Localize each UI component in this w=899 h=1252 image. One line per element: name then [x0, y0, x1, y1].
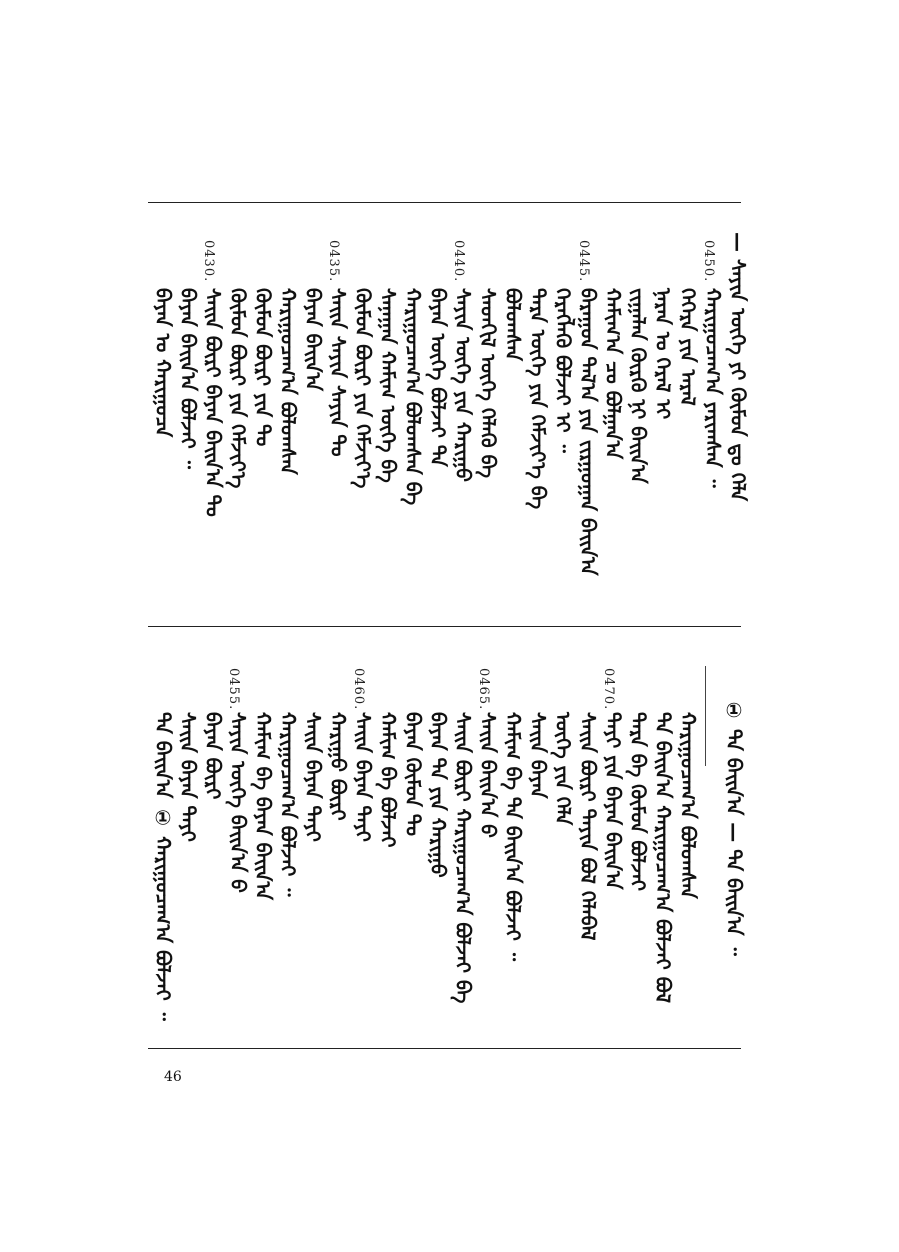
- text-column: ᠪᠠᠶᠠᠨ ᠪᠠᠢ᠌ᠨ᠎ᠠ ᠪᠣᠯᠵᠠᠢ ᠃: [176, 288, 200, 469]
- text-column: ᠬᠠᠷᠢᠭᠤᠴᠠᠭ᠎ᠠ ᠪᠣᠯᠵᠠᠢ ᠃: [276, 712, 300, 897]
- text-column: ᠪᠠᠶᠠᠨ ᠲᠡ ᠶᠢᠨ ᠬᠠᠷᠢᠭᠤ: [426, 712, 450, 878]
- text-column: ᠬᠠᠮᠢᠭ ᠪᠡ ᠪᠣᠯᠵᠠᠢ: [376, 712, 400, 848]
- text-column: ᠰᠠᠢ᠌ᠨ ᠪᠠᠢ᠌ᠨ᠎ᠠ ᠪ: [476, 712, 500, 838]
- text-column: ᠲᠠ ᠪᠠᠢ᠌ᠨ᠎ᠠ ᠬᠠᠷᠢᠭᠤᠴᠠᠭ᠎ᠠ ᠪᠣᠯᠵᠠᠢ ᠪᠣᠯ: [651, 712, 675, 1004]
- text-column: ᠪᠠᠶᠠᠨ ᠦᠭᠡ ᠪᠣᠯᠵᠠᠢ ᠲᠠ: [426, 288, 450, 467]
- text-column: ᠬᠠᠮᠢᠭ ᠪᠡ ᠲᠠ ᠪᠠᠢ᠌ᠨ᠎ᠠ ᠪᠣᠯᠵᠠᠢ ᠃: [501, 712, 525, 962]
- line-number: 0460.: [351, 668, 366, 711]
- text-column: ᠲᠡᠷᠡ ᠪᠡ ᠬᠦᠮᠦᠨ ᠪᠣᠯᠵᠠᠢ: [626, 712, 650, 892]
- line-number: 0430.: [201, 240, 216, 283]
- text-column: ᠬᠠᠷᠢᠭᠤᠴᠠᠭ᠎ᠠ ᠪᠣᠯᠤᠭᠰᠠᠨ: [676, 712, 700, 899]
- line-number: 0465.: [476, 668, 491, 711]
- text-column: ᠰᠠᠢ᠌ᠨ ᠪᠠᠶᠠᠨ ᠲᠠᠶᠢ: [351, 712, 375, 842]
- text-column: ᠰᠠᠢ᠌ᠨ ᠪᠠᠶᠠᠨ: [526, 712, 550, 799]
- text-column: ᠵᠢᠭᠠᠯᠠᠨ ᠬᠦᠷᠬᠦ ᠨᠢ ᠪᠠᠢ᠌ᠨ᠎ᠠ: [626, 288, 650, 484]
- line-number: 0440.: [451, 240, 466, 283]
- text-column: ᠬᠠᠷᠢᠭᠤᠴᠠᠭ᠎ᠠ ᠶᠠᠷᠢᠭᠰᠠᠨ ᠃: [701, 288, 725, 488]
- footnote-rule: [705, 666, 706, 766]
- top-rule: [148, 202, 741, 203]
- line-number: 0455.: [226, 668, 241, 711]
- bottom-rule: [148, 1048, 741, 1049]
- text-column: ᠰᠠᠢ᠌ᠨ ᠰᠠᠶᠢᠨ ᠰᠠᠶᠢᠨ ᠲᠤ: [326, 288, 350, 457]
- text-column: ᠪᠠᠶᠠᠨ ᠤ ᠬᠠᠷᠢᠭᠤᠴᠠ: [151, 288, 175, 438]
- text-column: ᠰᠠᠢ᠌ᠨ ᠪᠦᠷᠢ ᠪᠠᠶᠠᠨ ᠪᠠᠢ᠌ᠨ᠎ᠠ ᠲᠤ: [201, 288, 225, 517]
- line-number: 0470.: [601, 668, 616, 711]
- text-column: ᠬᠠᠮᠢᠭ᠎ᠠ ᠴᠤ ᠪᠤᠯᠭᠠᠨ᠎ᠠ: [601, 288, 625, 460]
- text-column: ᠬᠡᠭᠡᠷᠡ ᠶᠢᠨ ᠠᠷᠠᠯ: [676, 288, 700, 406]
- text-column: ᠰᠠᠨᠠᠭᠠᠨ ᠬᠠᠮᠢᠭ ᠦᠭᠡ ᠪᠡ: [376, 288, 400, 483]
- line-number: 0435.: [326, 240, 341, 283]
- text-column: ᠦᠭᠡ ᠶᠢᠨ ᠬᠡᠯᠡ: [551, 712, 575, 826]
- page-number: 46: [164, 1069, 182, 1085]
- text-column: ᠪᠠᠶᠠᠨ ᠬᠦᠮᠦᠨ ᠲᠤ: [401, 712, 425, 837]
- text-column: ᠰᠠᠢ᠌ᠨ ᠪᠠᠶᠠᠨ ᠲᠠᠶᠢ: [301, 712, 325, 842]
- text-column: ᠬᠡᠷᠡᠭᠯᠡᠬᠦ ᠪᠣᠯᠵᠠᠢ ᠢ ᠃: [551, 288, 575, 453]
- text-column: ᠪᠠᠶᠠᠨ ᠪᠠᠢ᠌ᠨ᠎ᠠ: [301, 288, 325, 392]
- line-number: 0450.: [701, 240, 716, 283]
- text-column: ᠬᠠᠷᠢᠭᠤᠴᠠᠭ᠎ᠠ ᠪᠣᠯᠤᠭᠰᠠᠨ ᠪᠡ: [401, 288, 425, 506]
- text-column: ᠰᠠᠢ᠌ᠨ ᠪᠦᠷᠢ ᠲᠡᠶᠢᠨ ᠪᠣᠯ ᠬᠡᠯᠡᠪᠡᠯ: [576, 712, 600, 941]
- text-column: — ᠰᠠᠶᠢᠨ ᠦᠭᠡ ᠶᠢ ᠬᠦᠮᠦᠨ ᠳᠤ ᠬᠡᠯᠡ: [726, 232, 750, 502]
- text-column: ᠰᠠᠢ᠌ᠨ ᠪᠠᠶᠠᠨ ᠲᠠᠶᠢ: [176, 712, 200, 842]
- line-number: 0445.: [576, 240, 591, 283]
- text-column: ᠬᠠᠷᠢᠭᠤ ᠪᠦᠷᠢ: [326, 712, 350, 821]
- text-column: ᠨᠠᠷᠠᠨ ᠤ ᠭᠡᠷᠡᠯ ᠢ: [651, 288, 675, 420]
- text-column: ᠪᠠᠶᠠᠨ ᠪᠦᠷᠢ: [201, 712, 225, 800]
- text-column: ᠲᠡᠷᠡ ᠦᠭᠡ ᠶᠢᠨ ᠬᠡᠮᠵᠢᠶ᠎ᠡ ᠪᠡ: [526, 288, 550, 510]
- text-column: ᠬᠠᠮᠢᠭ ᠪᠡ ᠪᠠᠶᠠᠨ ᠪᠠᠢ᠌ᠨ᠎ᠠ: [251, 712, 275, 901]
- text-column: ᠰᠠᠢ᠌ᠨ ᠪᠦᠷᠢ ᠬᠠᠷᠢᠭᠤᠴᠠᠭ᠎ᠠ ᠪᠣᠯᠵᠠᠢ ᠪᠡ: [451, 712, 475, 1004]
- text-column: ᠪᠣᠯᠤᠭᠰᠠᠨ: [501, 288, 525, 361]
- text-column: ᠬᠦᠮᠦᠨ ᠪᠦᠷᠢ ᠶᠢᠨ ᠬᠡᠮᠵᠢᠶ᠎ᠡ: [351, 288, 375, 489]
- middle-rule: [148, 626, 741, 627]
- text-column: ᠪᠠᠷᠠᠭᠤᠨ ᠲᠠᠯ᠎ᠠ ᠶᠢᠨ ᠵᠢᠷᠭᠤᠭᠠᠨ ᠪᠠᠢ᠌ᠨ᠎ᠠ: [576, 288, 600, 576]
- text-column: ᠰᠡᠳᠬᠢᠯ ᠦᠭᠡ ᠬᠡᠯᠡᠬᠦ ᠪᠡ: [476, 288, 500, 478]
- text-column: ᠬᠠᠷᠢᠭᠤᠴᠠᠭ᠎ᠠ ᠪᠣᠯᠤᠭᠰᠠᠨ: [276, 288, 300, 475]
- text-column: ᠬᠦᠮᠦᠨ ᠪᠦᠷᠢ ᠶᠢᠨ ᠬᠡᠮᠵᠢᠶ᠎ᠡ: [226, 288, 250, 489]
- text-column: ᠰᠠᠶᠢᠨ ᠦᠭᠡ ᠪᠠᠢ᠌ᠨ᠎ᠠ ᠪ: [226, 712, 250, 893]
- text-column: ᠬᠦᠮᠦᠨ ᠪᠦᠷᠢ ᠶᠢᠨ ᠲᠤ: [251, 288, 275, 447]
- text-column: ᠲᠠ ᠪᠠᠢ᠌ᠨ᠎ᠠ ① ᠬᠠᠷᠢᠭᠤᠴᠠᠭ᠎ᠠ ᠪᠣᠯᠵᠠᠢ ᠃: [151, 712, 175, 1021]
- footnote: ① ᠲᠠ ᠪᠠᠢ᠌ᠨ᠎ᠠ — ᠲᠠ ᠪᠠᠢ᠌ᠨ᠎ᠠ ᠃: [722, 698, 746, 956]
- text-column: ᠲᠠᠶᠢ ᠶᠢᠨ ᠪᠠᠶᠠᠨ ᠪᠠᠢ᠌ᠨ᠎ᠠ: [601, 712, 625, 890]
- text-column: ᠰᠠᠶᠢᠨ ᠦᠭᠡ ᠶᠢᠨ ᠬᠠᠷᠢᠭᠤ: [451, 288, 475, 482]
